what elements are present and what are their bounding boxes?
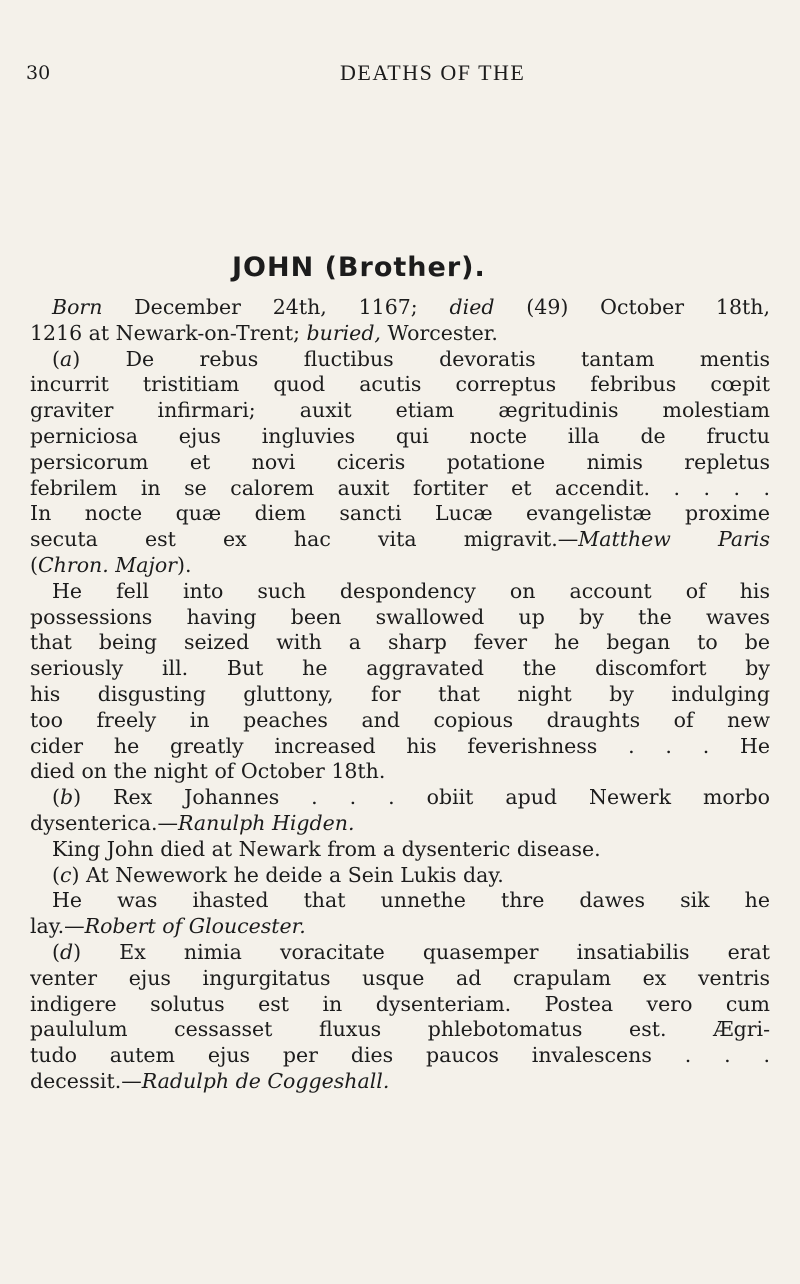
text-segment: He fell into such despondency on account of his xyxy=(52,578,770,603)
text-line xyxy=(30,914,770,940)
text-segment: cider he greatly increased his feverishness . . . He xyxy=(30,733,770,758)
text-line xyxy=(30,888,770,914)
text-segment: his disgusting gluttony, for that night by indulging xyxy=(30,681,770,706)
text-line xyxy=(30,527,770,553)
text-segment: Worcester. xyxy=(380,320,498,345)
text-line xyxy=(30,501,770,527)
text-segment: ) At Newework he deide a Sein Lukis day. xyxy=(71,862,504,887)
text-line xyxy=(30,424,770,450)
text-line xyxy=(30,630,770,656)
text-line xyxy=(30,940,770,966)
italic-text: Radulph de Coggeshall. xyxy=(141,1068,390,1093)
text-segment: febrilem in se calorem auxit fortiter et accendit. . . . . xyxy=(30,475,770,500)
text-line xyxy=(30,398,770,424)
text-segment: ( xyxy=(52,785,60,810)
body-text xyxy=(30,295,770,1095)
text-segment: ( xyxy=(52,862,60,887)
italic-text: Born xyxy=(52,295,103,319)
italic-text: buried, xyxy=(306,320,381,345)
text-segment: possessions having been swallowed up by the waves xyxy=(30,604,770,629)
text-line xyxy=(30,372,770,398)
text-segment: (49) October 18th, xyxy=(494,295,770,319)
text-line xyxy=(30,708,770,734)
text-line xyxy=(30,1017,770,1043)
text-segment: In nocte quæ diem sancti Lucæ evangelistæ proxime xyxy=(30,501,770,526)
text-segment: graviter infirmari; auxit etiam ægritudinis molestiam xyxy=(30,398,770,423)
text-line xyxy=(30,553,770,579)
text-segment: He was ihasted that unnethe thre dawes sik he xyxy=(52,888,770,913)
italic-text: Robert of Gloucester. xyxy=(84,914,306,939)
text-segment: King John died at Newark from a dysenteric disease. xyxy=(52,836,601,861)
text-line xyxy=(30,734,770,760)
text-line xyxy=(30,785,770,811)
italic-text: Chron. Major xyxy=(38,552,177,577)
text-segment: paululum cessasset fluxus phlebotomatus est. Ægri- xyxy=(30,1017,770,1042)
page-number: 30 xyxy=(26,62,51,84)
section-heading: JOHN (Brother). xyxy=(232,252,486,283)
text-line xyxy=(30,682,770,708)
italic-text: a xyxy=(60,346,73,371)
text-segment: seriously ill. But he aggravated the discomfort by xyxy=(30,656,770,681)
text-segment: tudo autem ejus per dies paucos invalescens . . . xyxy=(30,1043,770,1068)
text-segment: that being seized with a sharp fever he began to be xyxy=(30,630,770,655)
italic-text: Ranulph Higden. xyxy=(178,810,355,835)
text-line xyxy=(30,992,770,1018)
italic-text: b xyxy=(60,785,74,810)
text-line xyxy=(30,579,770,605)
text-segment: 1216 at Newark-on-Trent; xyxy=(30,320,307,345)
text-line xyxy=(30,759,770,785)
text-segment: too freely in peaches and copious draughts of new xyxy=(30,707,770,732)
text-segment: persicorum et novi ciceris potatione nimis repletus xyxy=(30,449,770,474)
running-head: DEATHS OF THE xyxy=(340,60,526,85)
text-line xyxy=(30,450,770,476)
text-line xyxy=(30,837,770,863)
text-segment: ( xyxy=(52,346,60,371)
text-line xyxy=(30,605,770,631)
text-segment: ) De rebus fluctibus devoratis tantam mentis xyxy=(72,346,770,371)
italic-text: c xyxy=(60,862,72,887)
text-line xyxy=(30,1069,770,1095)
text-line xyxy=(30,476,770,502)
text-segment: secuta est ex hac vita migravit.— xyxy=(30,527,579,552)
text-line xyxy=(30,863,770,889)
text-segment: December 24th, 1167; xyxy=(102,295,450,319)
text-segment: dysenterica.— xyxy=(30,810,179,835)
text-line xyxy=(30,656,770,682)
text-segment: perniciosa ejus ingluvies qui nocte illa de fructu xyxy=(30,423,770,448)
text-segment: ) Ex nimia voracitate quasemper insatiabilis erat xyxy=(73,939,770,964)
italic-text: Matthew Paris xyxy=(578,527,770,552)
text-segment: ( xyxy=(30,552,38,577)
text-segment: lay.— xyxy=(30,914,85,939)
text-segment: decessit.— xyxy=(30,1068,142,1093)
text-segment: incurrit tristitiam quod acutis correptus febribus cœpit xyxy=(30,372,770,397)
text-line xyxy=(30,295,770,321)
text-line xyxy=(30,1043,770,1069)
text-segment: ( xyxy=(52,939,60,964)
text-segment: ). xyxy=(176,552,192,577)
text-segment: ) Rex Johannes . . . obiit apud Newerk morbo xyxy=(73,785,770,810)
text-line xyxy=(30,811,770,837)
italic-text: d xyxy=(60,939,74,964)
text-segment: indigere solutus est in dysenteriam. Postea vero cum xyxy=(30,991,770,1016)
text-line xyxy=(30,321,770,347)
text-line xyxy=(30,347,770,373)
italic-text: died xyxy=(449,295,495,319)
text-segment: venter ejus ingurgitatus usque ad crapulam ex ventris xyxy=(30,965,770,990)
text-segment: died on the night of October 18th. xyxy=(30,759,386,784)
text-line xyxy=(30,966,770,992)
